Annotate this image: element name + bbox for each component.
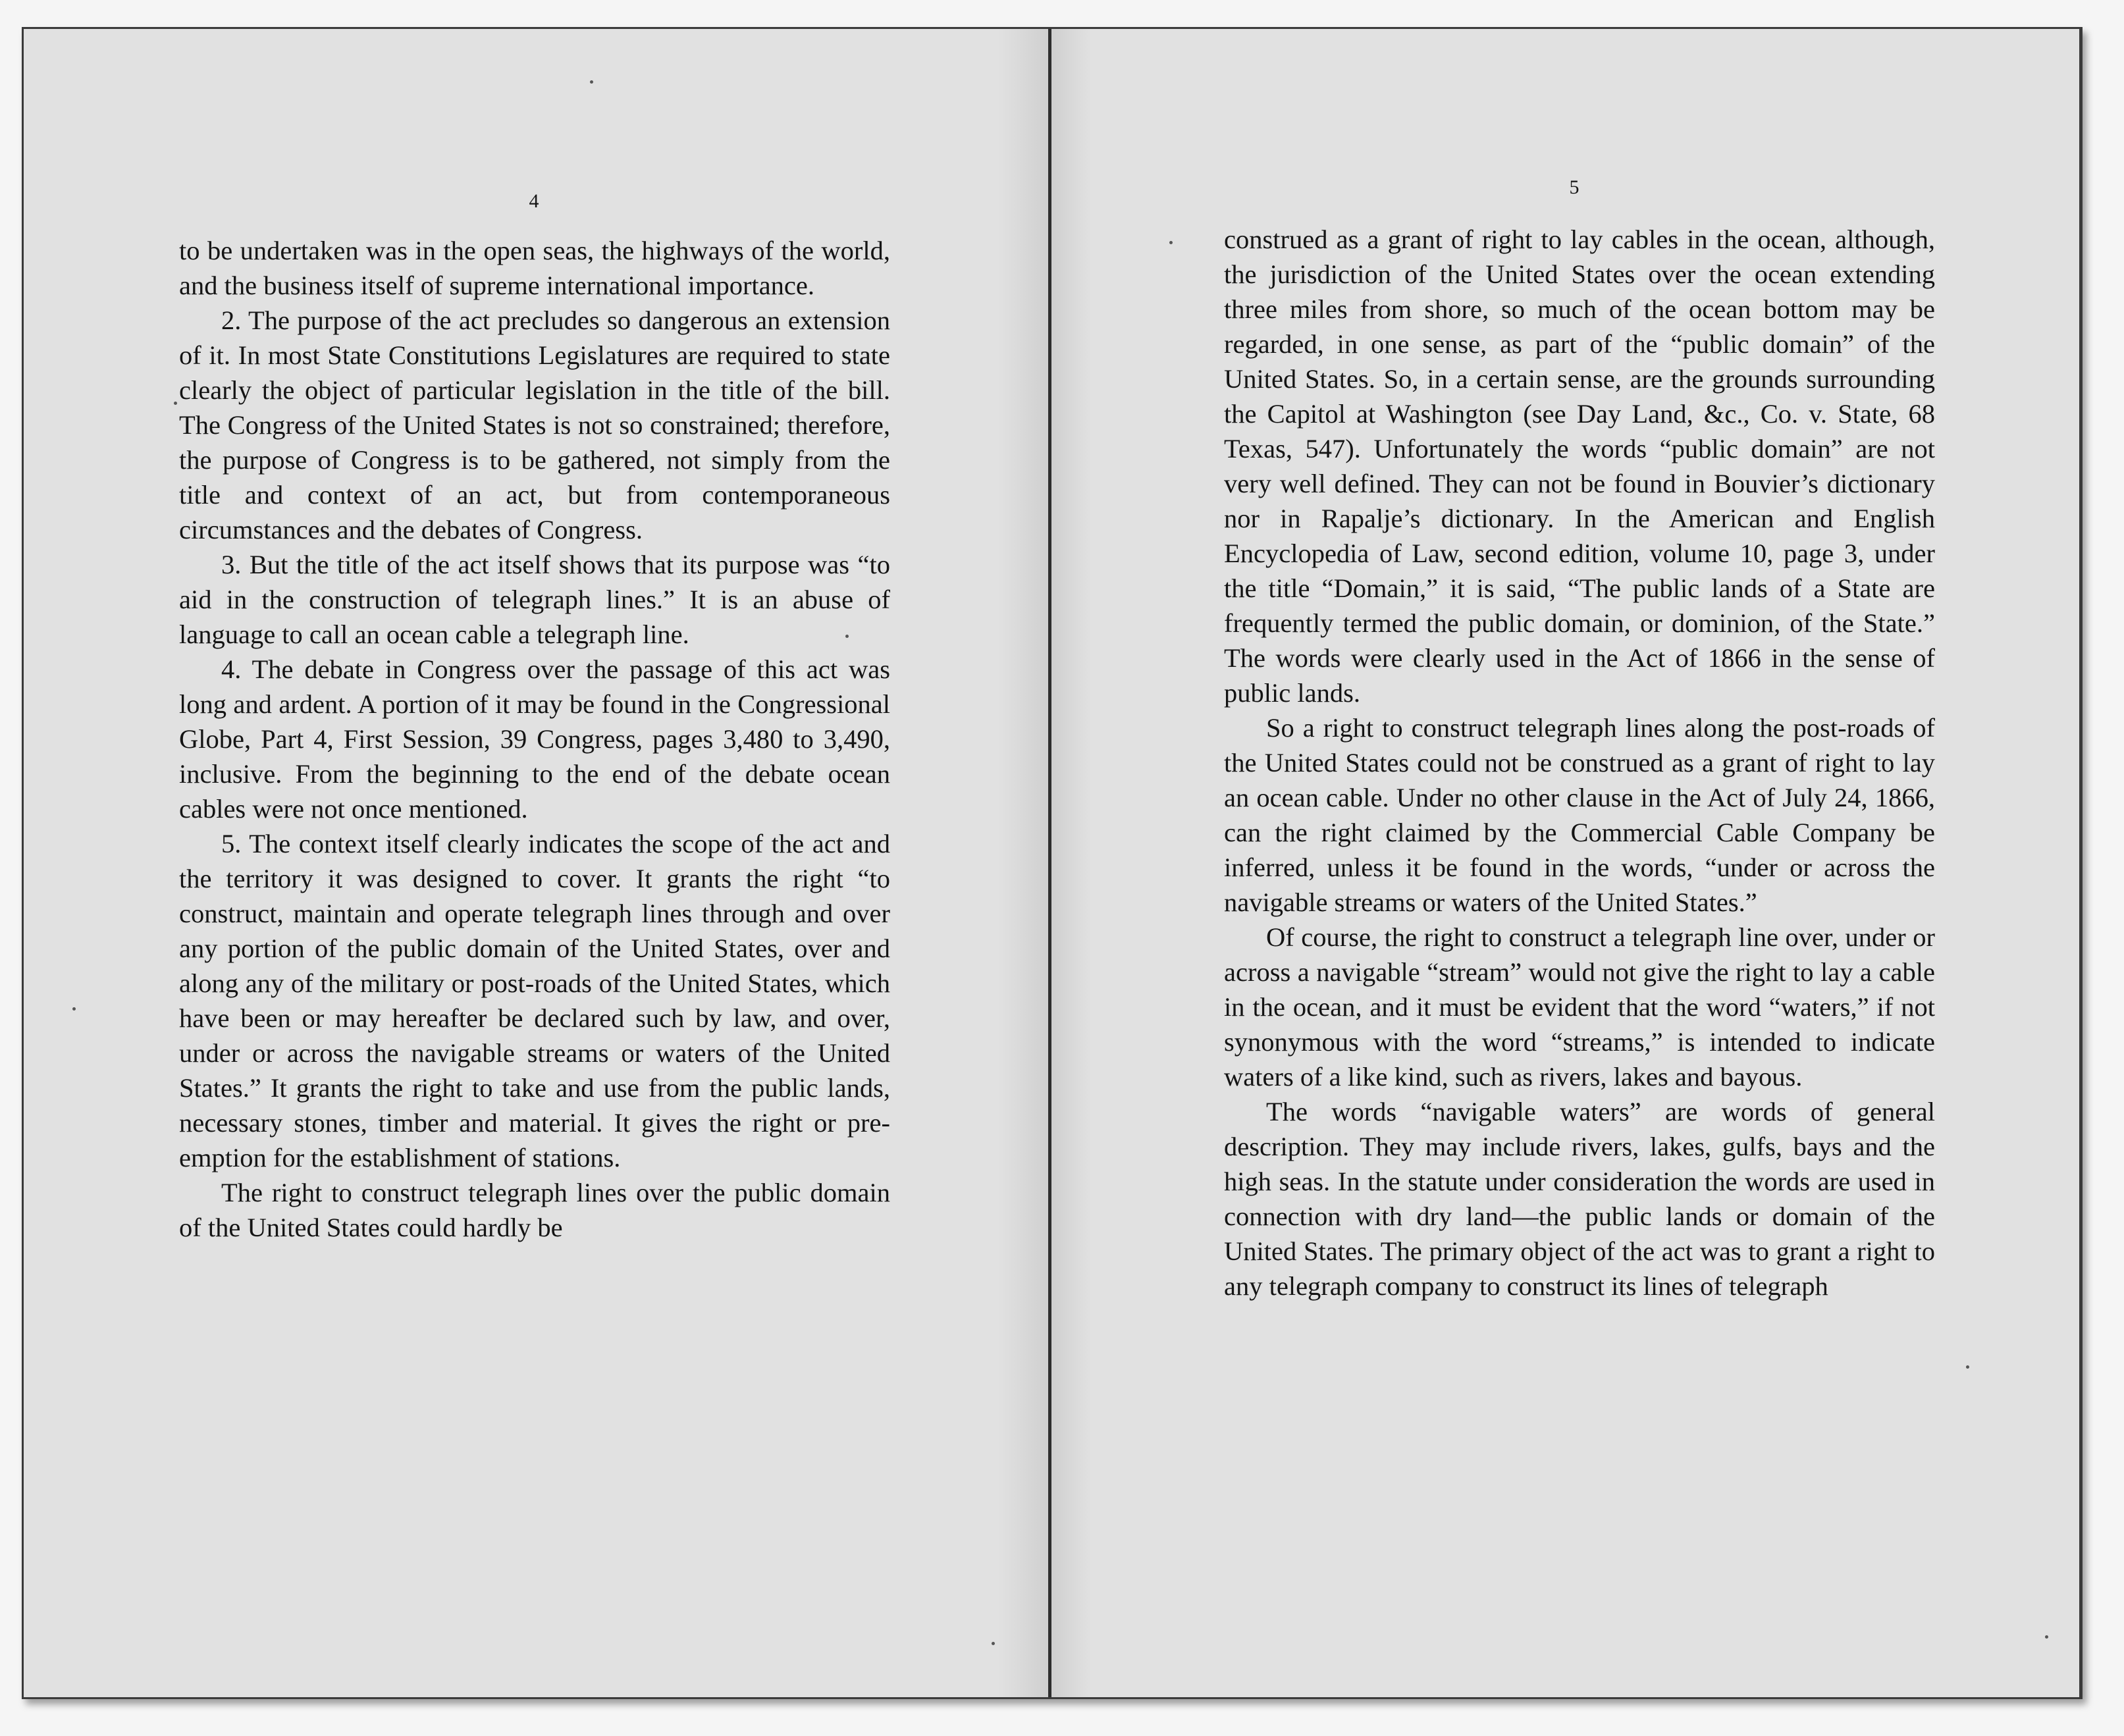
page-number-right: 5	[1569, 176, 1580, 198]
left-paragraph-3: 3. But the title of the act itself shows that its purpose was “to aid in the construction of telegraph lines.” It is an abuse of language to call an ocean cable a telegraph line.	[179, 550, 890, 649]
paper-speck	[1169, 241, 1173, 244]
paper-speck	[2045, 1635, 2048, 1639]
left-paragraph-6: The right to construct telegraph lines over the public domain of the United States could hardly be	[179, 1178, 890, 1242]
paper-speck	[72, 1007, 76, 1011]
paper-speck	[992, 1642, 995, 1645]
left-page-text	[179, 233, 890, 1245]
right-paragraph-3: Of course, the right to construct a telegraph line over, under or across a navigable “stream” would not give the right to lay a cable in the ocean, and it must be evident that the word “waters,” if not synonymous with the word “streams,” is intended to indicate waters of a like kind, such as rivers, lakes and bayous.	[1224, 922, 1935, 1092]
left-paragraph-2: 2. The purpose of the act precludes so dangerous an extension of it. In most State Constitutions Legislatures are required to state clearly the object of particular legislation in the title of the bill. The Congress of the United States is not so constrained; therefore, the purpose of Congress is to be gathered, not simply from the title and context of an act, but from contemporaneous circumstances and the debates of Congress.	[179, 305, 890, 544]
book-gutter	[1048, 29, 1051, 1697]
right-paragraph-1: construed as a grant of right to lay cables in the ocean, although, the jurisdiction of the United States over the ocean extending three miles from shore, so much of the ocean bottom may be regarded, in one sense, as part of the “public domain” of the United States. So, in a certain sense, are the grounds surrounding the Capitol at Washington (see Day Land, &c., Co. v. State, 68 Texas, 547). Unfortunately the words “public domain” are not very well defined. They can not be found in Bouvier’s dictionary nor in Rapalje’s dictionary. In the American and English Encyclopedia of Law, second edition, volume 10, page 3, under the title “Domain,” it is said, “The public lands of a State are frequently termed the public domain, or dominion, of the State.” The words were clearly used in the Act of 1866 in the sense of public lands.	[1224, 224, 1935, 708]
book-spread	[22, 27, 2083, 1699]
right-paragraph-4: The words “navigable waters” are words of general description. They may include rivers, lakes, gulfs, bays and the high seas. In the statute under consideration the words are used in connection with dry land—the public lands or domain of the United States. The primary object of the act was to grant a right to any telegraph company to construct its lines of telegraph	[1224, 1097, 1935, 1301]
gutter-shadow-right	[1051, 29, 1091, 1697]
paper-speck	[1966, 1365, 1969, 1369]
paper-speck	[590, 80, 593, 84]
paper-speck	[174, 402, 177, 405]
page-number-left: 4	[529, 190, 539, 212]
left-paragraph-5: 5. The context itself clearly indicates the scope of the act and the territory it was designed to cover. It grants the right “to construct, maintain and operate telegraph lines through and over any portion of the public domain of the United States, over and along any of the military or post-roads of the United States, which have been or may hereafter be declared such by law, and over, under or across the navigable streams or waters of the United States.” It grants the right to take and use from the public lands, necessary stones, timber and material. It gives the right or pre-emption for the establishment of stations.	[179, 829, 890, 1172]
right-paragraph-2: So a right to construct telegraph lines along the post-roads of the United States could not be construed as a grant of right to lay an ocean cable. Under no other clause in the Act of July 24, 1866, can the right claimed by the Commercial Cable Company be inferred, unless it be found in the words, “under or across the navigable streams or waters of the United States.”	[1224, 713, 1935, 917]
left-paragraph-4: 4. The debate in Congress over the passage of this act was long and ardent. A portion of it may be found in the Congressional Globe, Part 4, First Session, 39 Congress, pages 3,480 to 3,490, inclusive. From the beginning to the end of the debate ocean cables were not once mentioned.	[179, 654, 890, 824]
right-page-text	[1224, 222, 1935, 1303]
gutter-shadow-left	[998, 29, 1048, 1697]
left-paragraph-1: to be undertaken was in the open seas, the highways of the world, and the business itself of supreme international importance.	[179, 236, 890, 300]
